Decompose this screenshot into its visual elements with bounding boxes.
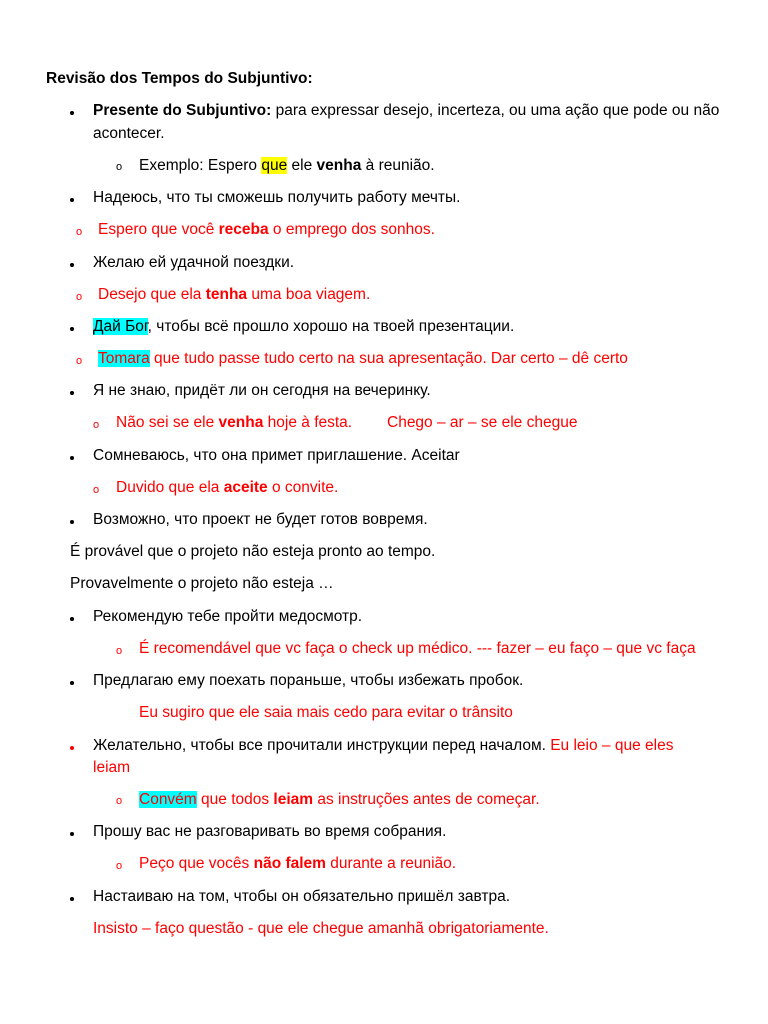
intro-line-2: acontecer. [93, 125, 165, 142]
circle-bullet: o [76, 355, 83, 367]
pt-sentence-9: Convém que todos leiam as instruções antes de começar. [139, 791, 540, 808]
ru-sentence-5: Сомневаюсь, что она примет приглашение. Aceitar [93, 447, 460, 464]
bullet-dot [70, 617, 74, 621]
ru-sentence-11: Настаиваю на том, чтобы он обязательно пришёл завтра. [93, 888, 511, 905]
circle-bullet: o [93, 484, 100, 496]
circle-bullet: o [93, 419, 100, 431]
document-title: Revisão dos Tempos do Subjuntivo: [46, 70, 313, 87]
ru-sentence-7: Рекомендую тебе пройти медосмотр. [93, 608, 363, 625]
ru-sentence-2: Желаю ей удачной поездки. [93, 254, 295, 271]
bullet-dot [70, 198, 74, 202]
bullet-dot [70, 391, 74, 395]
circle-bullet: o [76, 291, 83, 303]
intro-line-1: Presente do Subjuntivo: para expressar desejo, incerteza, ou uma ação que pode ou não [93, 102, 720, 119]
bullet-dot [70, 746, 74, 750]
bullet-dot [70, 681, 74, 685]
bullet-dot [70, 520, 74, 524]
ru-sentence-4: Я не знаю, придёт ли он сегодня на вечеринку. [93, 382, 431, 399]
bullet-dot [70, 456, 74, 460]
circle-bullet: o [116, 795, 123, 807]
pt-sentence-4: Não sei se ele venha hoje à festa. [116, 414, 353, 431]
pt-sentence-8: Eu sugiro que ele saia mais cedo para evitar o trânsito [139, 704, 513, 721]
bullet-dot [70, 897, 74, 901]
ru-sentence-10: Прошу вас не разговаривать во время собрания. [93, 823, 447, 840]
circle-bullet: o [76, 226, 83, 238]
pt-sentence-3: Tomara que tudo passe tudo certo na sua apresentação. Dar certo – dê certo [98, 350, 628, 367]
intro-example: Exemplo: Espero que ele venha à reunião. [139, 157, 435, 174]
pt-sentence-6a: É provável que o projeto não esteja pronto ao tempo. [70, 543, 436, 560]
bullet-dot [70, 111, 74, 115]
circle-bullet: o [116, 645, 123, 657]
bullet-dot [70, 327, 74, 331]
pt-sentence-7: É recomendável que vc faça o check up médico. --- fazer – eu faço – que vc faça [139, 640, 696, 657]
bullet-dot [70, 263, 74, 267]
ru-sentence-9-cont: leiam [93, 759, 131, 776]
bullet-dot [70, 832, 74, 836]
circle-bullet: o [116, 860, 123, 872]
pt-sentence-2: Desejo que ela tenha uma boa viagem. [98, 286, 371, 303]
pt-sentence-11: Insisto – faço questão - que ele chegue amanhã obrigatoriamente. [93, 920, 549, 937]
ru-sentence-1: Надеюсь, что ты сможешь получить работу мечты. [93, 189, 461, 206]
pt-note-4: Chego – ar – se ele chegue [387, 414, 578, 431]
ru-sentence-9: Желательно, чтобы все прочитали инструкции перед началом. Eu leio – que eles [93, 737, 674, 754]
ru-sentence-8: Предлагаю ему поехать пораньше, чтобы избежать пробок. [93, 672, 524, 689]
pt-sentence-1: Espero que você receba o emprego dos sonhos. [98, 221, 435, 238]
ru-sentence-6: Возможно, что проект не будет готов вовремя. [93, 511, 428, 528]
circle-bullet: o [116, 161, 123, 173]
ru-sentence-3: Дай Бог, чтобы всё прошло хорошо на твоей презентации. [93, 318, 515, 335]
pt-sentence-10: Peço que vocês não falem durante a reunião. [139, 855, 457, 872]
pt-sentence-5: Duvido que ela aceite o convite. [116, 479, 339, 496]
pt-sentence-6b: Provavelmente o projeto não esteja … [70, 575, 334, 592]
